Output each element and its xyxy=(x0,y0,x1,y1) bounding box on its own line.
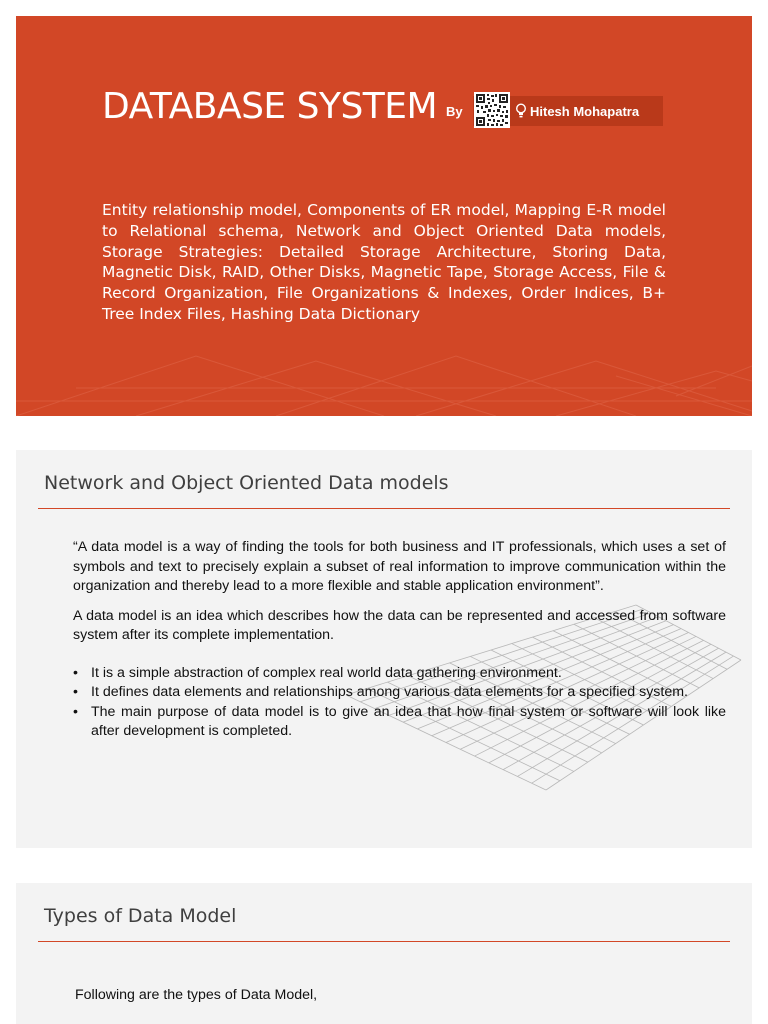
slide-types-of-data-model xyxy=(16,883,752,1024)
intro-text: Following are the types of Data Model, xyxy=(75,987,318,1003)
bullet-text: It defines data elements and relationships among various data elements for a specified system. xyxy=(91,684,688,700)
bullet-glyph: • xyxy=(73,703,78,720)
deck-title: DATABASE SYSTEM xyxy=(102,86,438,127)
title-slide xyxy=(16,16,752,416)
description-paragraph: A data model is an idea which describes how the data can be represented and accessed from software system after its complete implementation. xyxy=(73,607,726,643)
list-item xyxy=(73,703,726,742)
bullet-text: The main purpose of data model is to give an idea that how final system or software will look like after development is completed. xyxy=(91,703,726,739)
author-name: Hitesh Mohapatra xyxy=(530,103,640,119)
by-label: By xyxy=(446,104,463,119)
bullet-glyph: • xyxy=(73,684,78,700)
author-badge[interactable] xyxy=(473,96,663,126)
slide-heading: Network and Object Oriented Data models xyxy=(44,472,449,494)
list-item xyxy=(73,683,726,703)
list-item xyxy=(73,664,726,684)
bullet-glyph: • xyxy=(73,664,78,681)
qr-code-icon xyxy=(474,92,510,128)
slide-heading: Types of Data Model xyxy=(44,905,237,927)
bullet-text: It is a simple abstraction of complex real world data gathering environment. xyxy=(91,664,562,681)
bullet-list xyxy=(73,664,726,742)
heading-divider xyxy=(38,508,730,509)
deck-description: Entity relationship model, Components of ER model, Mapping E-R model to Relational schema, Network and Object Oriented Data models, Storage Strategies: Detailed Storage Architecture, Storing Data, Magnetic Disk, RAID, Other Disks, Magnetic Tape, Storage Access, File & Record Organization, File Organizations & Indexes, Order Indices, B+ Tree Index Files, Hashing Data Dictionary xyxy=(102,201,666,323)
definition-paragraph: “A data model is a way of finding the tools for both business and IT professionals, which uses a set of symbols and text to precisely explain a subset of real information to improve communication within the organization and thereby lead to a more flexible and stable application environment”. xyxy=(73,539,726,594)
heading-divider xyxy=(38,941,730,942)
slide-data-models xyxy=(16,450,752,848)
slide-body xyxy=(73,538,726,742)
lightbulb-icon xyxy=(515,103,527,119)
